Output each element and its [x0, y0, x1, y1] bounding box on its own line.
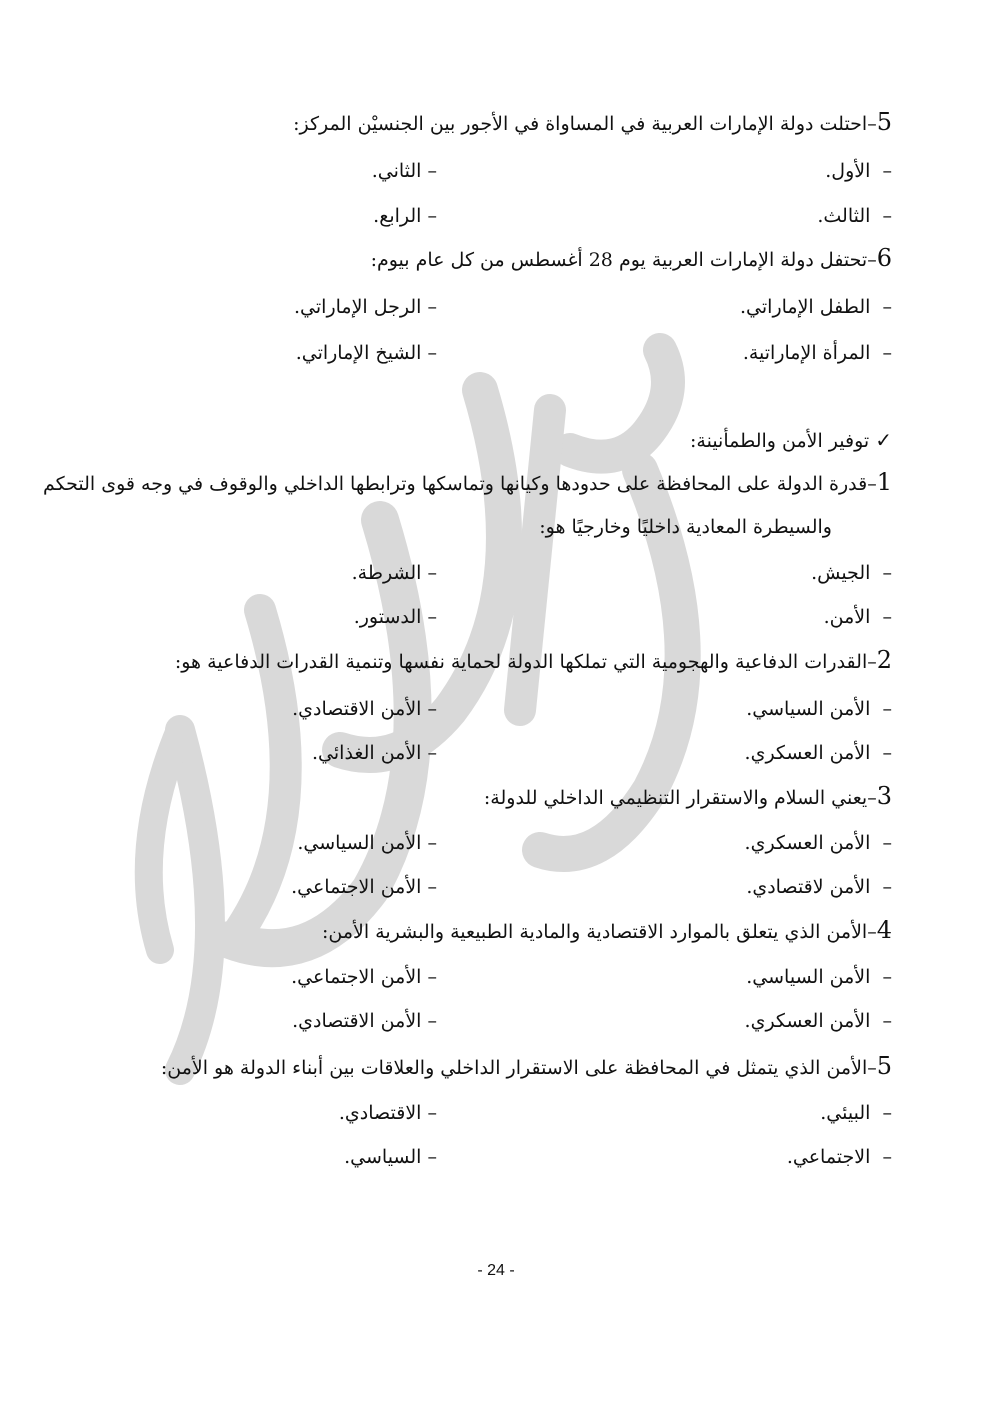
- option: – الثالث.: [817, 205, 892, 227]
- checkmark-icon: ✓: [875, 428, 892, 452]
- question-text: القدرات الدفاعية والهجومية التي تملكها الدولة لحماية نفسها وتنمية القدرات الدفاعية هو:: [174, 651, 868, 673]
- question-number: 3: [876, 782, 892, 810]
- question-number: 1: [876, 468, 892, 496]
- option: – الأمن الاقتصادي.: [292, 698, 437, 720]
- option: – الأمن العسكري.: [744, 742, 892, 764]
- question-text: الأمن الذي يتعلق بالموارد الاقتصادية والمادية الطبيعية والبشرية الأمن:: [321, 921, 868, 943]
- option: – السياسي.: [344, 1146, 437, 1168]
- option: – الاجتماعي.: [786, 1146, 892, 1168]
- question-number: 4: [876, 916, 892, 944]
- section-title: توفير الأمن والطمأنينة:: [690, 430, 870, 452]
- dash: –: [867, 651, 877, 673]
- question-text: قدرة الدولة على المحافظة على حدودها وكيانها وتماسكها وترابطها الداخلي والوقوف في وجه قوى التحكم: [42, 473, 868, 495]
- option: – الأمن العسكري.: [744, 1010, 892, 1032]
- option: – البيئي.: [820, 1102, 892, 1124]
- question-2: [175, 646, 892, 674]
- option: – الأمن الاقتصادي.: [292, 1010, 437, 1032]
- option: – المرأة الإماراتية.: [742, 342, 892, 364]
- option: – الأمن لاقتصادي.: [746, 876, 892, 898]
- option: – الأمن.: [823, 606, 892, 628]
- dash: –: [867, 787, 877, 809]
- question-text-continued: والسيطرة المعادية داخليًا وخارجيًا هو:: [539, 516, 832, 538]
- question-text: احتلت دولة الإمارات العربية في المساواة في الأجور بين الجنسيْن المركز:: [293, 113, 868, 135]
- question-text: يعني السلام والاستقرار التنظيمي الداخلي للدولة:: [483, 787, 868, 809]
- section-heading: [690, 428, 892, 452]
- question-6: [371, 244, 892, 272]
- option: – الأمن السياسي.: [746, 966, 892, 988]
- option: – الرابع.: [373, 205, 437, 227]
- question-number: 2: [876, 646, 892, 674]
- dash: –: [867, 249, 877, 271]
- option: – الشرطة.: [351, 562, 437, 584]
- question-4: [322, 916, 892, 944]
- option: – الأمن العسكري.: [744, 832, 892, 854]
- option: – الرجل الإماراتي.: [294, 296, 437, 318]
- dash: –: [867, 473, 877, 495]
- question-1: [43, 468, 892, 496]
- option: – الأمن الاجتماعي.: [291, 876, 437, 898]
- question-number: 5: [876, 1052, 892, 1080]
- question-text: الأمن الذي يتمثل في المحافظة على الاستقرار الداخلي والعلاقات بين أبناء الدولة هو الأمن:: [160, 1057, 868, 1079]
- dash: –: [867, 921, 877, 943]
- option: – الدستور.: [353, 606, 437, 628]
- question-number: 5: [876, 108, 892, 136]
- question-3: [484, 782, 892, 810]
- question-5b: [161, 1052, 892, 1080]
- option: – الأمن السياسي.: [746, 698, 892, 720]
- option: – الشيخ الإماراتي.: [295, 342, 437, 364]
- option: – الأمن الاجتماعي.: [291, 966, 437, 988]
- question-5a: [293, 108, 892, 136]
- question-text: تحتفل دولة الإمارات العربية يوم 28 أغسطس من كل عام بيوم:: [370, 249, 868, 271]
- option: – الأول.: [825, 160, 892, 182]
- option: – الاقتصادي.: [338, 1102, 437, 1124]
- option: – الثاني.: [371, 160, 437, 182]
- dash: –: [867, 113, 877, 135]
- question-number: 6: [876, 244, 892, 272]
- option: – الطفل الإماراتي.: [740, 296, 892, 318]
- dash: –: [867, 1057, 877, 1079]
- option: – الأمن الغذائي.: [312, 742, 437, 764]
- option: – الجيش.: [811, 562, 892, 584]
- page-number: - 24 -: [477, 1262, 515, 1279]
- option: – الأمن السياسي.: [297, 832, 437, 854]
